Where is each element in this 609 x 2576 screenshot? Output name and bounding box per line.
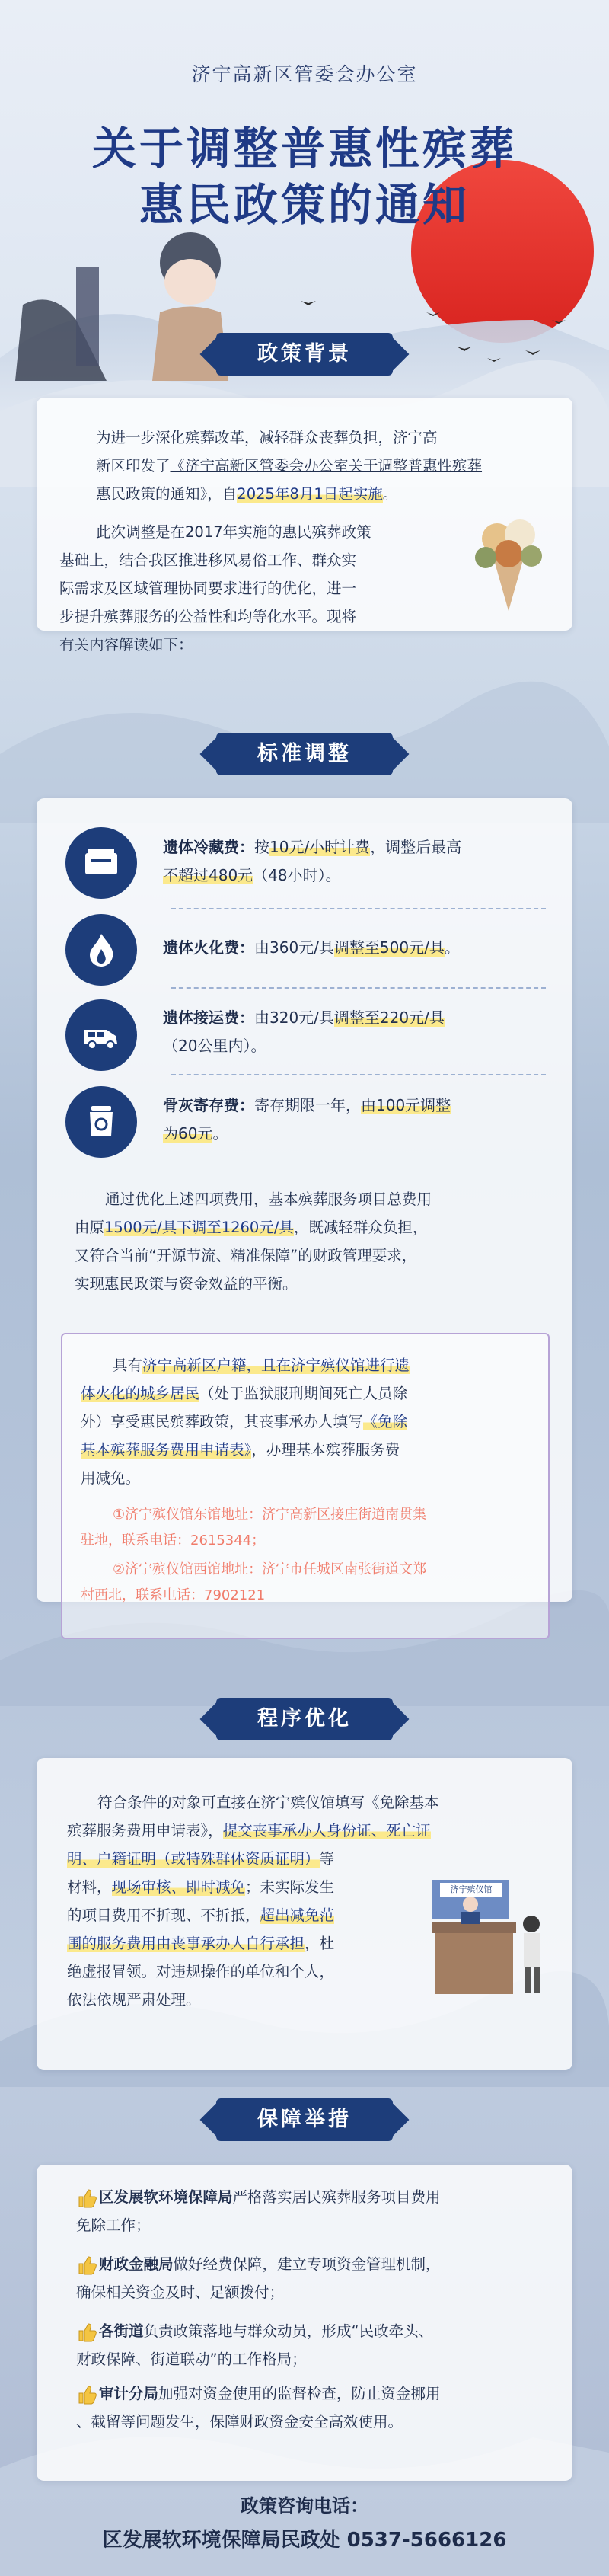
item-name: 骨灰寄存费： — [163, 1096, 254, 1114]
standard-item-cold-storage — [163, 833, 551, 890]
highlight: 《免除 — [362, 1413, 408, 1430]
highlight: 基本殡葬服务费用申请表》 — [81, 1441, 252, 1459]
text: 新区印发了 — [96, 457, 171, 475]
background-paragraph-2 — [59, 518, 417, 659]
guarantee-item-3 — [76, 2317, 556, 2373]
section-badge-procedure: 程序优化 — [216, 1698, 393, 1740]
thumbs-up-icon — [76, 2188, 97, 2209]
eligibility-text — [81, 1351, 534, 1492]
item-name: 遗体接运费： — [163, 1008, 254, 1027]
text: 绝虚报冒领。对违规操作的单位和个人， — [67, 1963, 335, 1980]
highlight: 调整至500元/具 — [333, 938, 445, 957]
page-title-line1: 关于调整普惠性殡葬 — [91, 123, 517, 174]
text: 际需求及区域管理协同要求进行的优化，进一 — [59, 580, 357, 597]
text: 。 — [212, 1124, 228, 1143]
highlight: 现场审核、即时减免 — [111, 1878, 246, 1896]
text: 材料， — [67, 1878, 112, 1896]
address-west — [81, 1557, 537, 1609]
text: ；未实际发生 — [245, 1878, 335, 1896]
text: 通过优化上述四项费用，基本殡葬服务项目总费用 — [105, 1191, 432, 1208]
document-title-ref: 惠民政策的通知》 — [96, 485, 208, 503]
text: 由360元/具 — [254, 938, 334, 957]
text: 外）享受惠民殡葬政策，其丧事承办人填写 — [81, 1413, 363, 1430]
text: 为进一步深化殡葬改革，减轻群众丧葬负担，济宁高 — [96, 429, 438, 446]
service-desk-illustration — [425, 1869, 554, 1999]
text: 由320元/具 — [254, 1008, 334, 1027]
guarantee-item-4 — [76, 2379, 556, 2436]
text: 基础上，结合我区推进移风易俗工作、群众实 — [59, 551, 357, 569]
text: 负责政策落地与群众动员，形成“民政牵头、 — [143, 2322, 434, 2340]
footer-contact: 区发展软环境保障局民政处 0537-5666126 — [102, 2529, 507, 2552]
section-badge-guarantee: 保障举措 — [216, 2098, 393, 2141]
thumbs-up-icon — [76, 2384, 97, 2405]
background-card — [37, 398, 572, 654]
dept-name: 财政金融局 — [99, 2255, 174, 2273]
text: 符合条件的对象可直接在济宁殡仪馆填写《免除基本 — [97, 1794, 439, 1811]
divider — [171, 908, 546, 909]
divider — [171, 1074, 546, 1075]
thumbs-up-icon — [76, 2322, 97, 2343]
address-east — [81, 1502, 537, 1554]
text: 财政保障、街道联动”的工作格局； — [76, 2351, 307, 2368]
text: 的项目费用不折现、不折抵， — [67, 1906, 260, 1924]
text: ①济宁殡仪馆东馆地址：济宁高新区接庄街道南贯集 — [113, 1507, 427, 1523]
footer-label: 政策咨询电话： — [241, 2495, 368, 2517]
freezer-icon — [65, 827, 137, 899]
text: 村西北，联系电话：7902121 — [81, 1587, 266, 1603]
section-badge-background: 政策背景 — [216, 333, 393, 376]
highlight: 调整至220元/具 — [333, 1008, 445, 1027]
section-badge-standards: 标准调整 — [216, 733, 393, 775]
text: ，自 — [207, 485, 238, 503]
effective-date: 2025年8月1日起实施 — [237, 485, 383, 503]
text: 实现惠民政策与资金效益的平衡。 — [75, 1275, 298, 1293]
text: 又符合当前“开源节流、精准保障”的财政管理要求， — [75, 1247, 417, 1264]
divider — [171, 987, 546, 989]
text: 。 — [444, 938, 460, 957]
standard-item-ash-storage — [163, 1091, 551, 1148]
text: 确保相关资金及时、足额拨付； — [76, 2284, 285, 2301]
highlight: 济宁高新区户籍，且在济宁殡仪馆进行遗 — [142, 1357, 410, 1374]
guarantee-item-2 — [76, 2250, 556, 2306]
standard-item-cremation — [163, 934, 551, 962]
text: 有关内容解读如下： — [59, 636, 193, 654]
text: （20公里内）。 — [163, 1037, 266, 1055]
text: ，既减轻群众负担， — [293, 1219, 428, 1236]
text: 步提升殡葬服务的公益性和均等化水平。现将 — [59, 608, 357, 625]
eligibility-box — [61, 1333, 550, 1639]
highlight: 1500元/具下调至1260元/具 — [104, 1219, 294, 1236]
text: ②济宁殡仪馆西馆地址：济宁市任城区南张街道文郑 — [113, 1561, 427, 1577]
text: ，调整后最高 — [370, 838, 462, 856]
text: 等 — [319, 1850, 335, 1868]
highlight: 围的服务费用由丧事承办人自行承担 — [67, 1935, 305, 1952]
text: 此次调整是在2017年实施的惠民殡葬政策 — [96, 523, 371, 541]
document-title-ref: 《济宁高新区管委会办公室关于调整普惠性殡葬 — [170, 457, 483, 475]
text: 严格落实居民殡葬服务项目费用 — [232, 2188, 441, 2206]
fire-icon — [65, 914, 137, 986]
item-name: 遗体火化费： — [163, 938, 254, 957]
standards-summary — [75, 1185, 547, 1298]
text: 寄存期限一年， — [254, 1096, 361, 1114]
van-icon — [65, 999, 137, 1071]
text: ，杜 — [304, 1935, 335, 1952]
highlight: 提交丧事承办人身份证、死亡证 — [222, 1822, 431, 1839]
highlight: 10元/小时计费 — [269, 838, 371, 856]
page-title-line2: 惠民政策的通知 — [139, 179, 470, 231]
standard-item-transport — [163, 1004, 551, 1060]
text: 免除工作； — [76, 2216, 151, 2234]
dept-name: 区发展软环境保障局 — [99, 2188, 233, 2206]
highlight: 明、户籍证明（或特殊群体资质证明） — [67, 1850, 320, 1868]
dept-name: 各街道 — [99, 2322, 144, 2340]
highlight: 由100元调整 — [361, 1096, 451, 1114]
text: 。 — [382, 485, 398, 503]
highlight: 为60元 — [163, 1124, 213, 1143]
text: （48小时）。 — [253, 866, 341, 884]
text: 由原 — [75, 1219, 105, 1236]
dept-name: 审计分局 — [99, 2385, 159, 2402]
bouquet-icon — [463, 504, 554, 618]
text: 按 — [254, 838, 269, 856]
text: 依法依规严肃处理。 — [67, 1991, 201, 2009]
text: 殡葬服务费用申请表》， — [67, 1822, 223, 1839]
background-paragraph-1 — [96, 423, 560, 508]
desk-sign: 济宁殡仪馆 — [440, 1883, 502, 1897]
guarantee-item-1 — [76, 2183, 556, 2239]
text: 、截留等问题发生，保障财政资金安全高效使用。 — [76, 2413, 403, 2431]
text: 做好经费保障，建立专项资金管理机制， — [173, 2255, 441, 2273]
text: 具有 — [113, 1357, 143, 1374]
text: 驻地，联系电话：2615344； — [81, 1532, 266, 1548]
issuing-org: 济宁高新区管委会办公室 — [191, 63, 418, 85]
highlight: 不超过480元 — [163, 866, 253, 884]
highlight: 体火化的城乡居民 — [81, 1385, 200, 1402]
item-name: 遗体冷藏费： — [163, 838, 254, 856]
text: （处于监狱服刑期间死亡人员除 — [199, 1385, 408, 1402]
procedure-card — [37, 1758, 572, 2070]
highlight: 超出减免范 — [260, 1906, 335, 1924]
text: 用减免。 — [81, 1469, 141, 1487]
thumbs-up-icon — [76, 2255, 97, 2276]
text: ，办理基本殡葬服务费 — [251, 1441, 400, 1459]
urn-icon — [65, 1086, 137, 1158]
text: 加强对资金使用的监督检查，防止资金挪用 — [158, 2385, 441, 2402]
